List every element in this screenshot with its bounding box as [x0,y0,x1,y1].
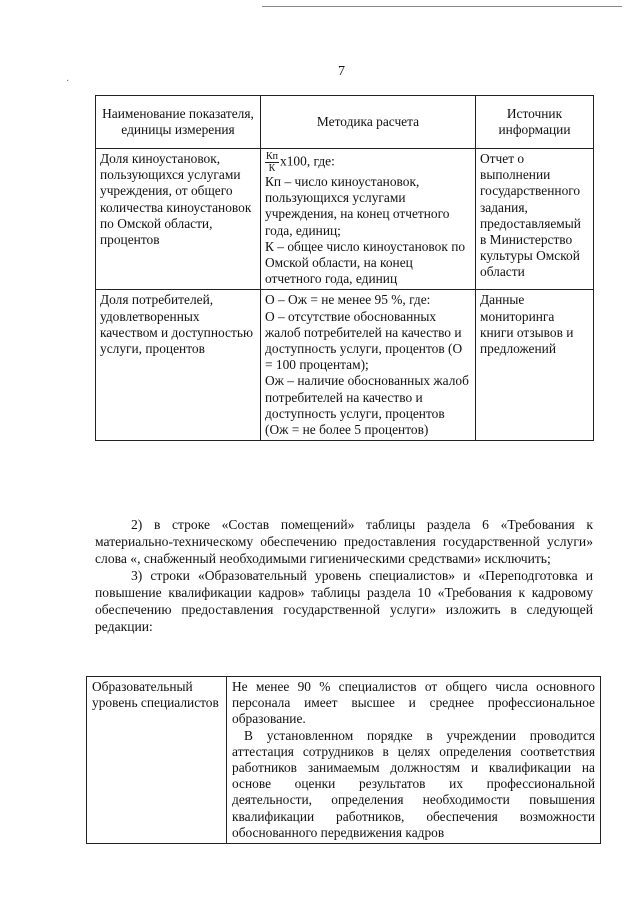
information-source-cell: Данные мониторинга книги отзывов и предложений [476,290,594,441]
scan-top-rule [262,6,622,7]
requirement-paragraph: Не менее 90 % специалистов от общего числа основного персонала имеет высшее и среднее профессиональное образование. [232,679,595,727]
method-line: О – отсутствие обоснованных жалоб потребителей на качество и доступность услуги, процентов (О = 100 процентам); [265,308,463,373]
paragraph: 2) в строке «Состав помещений» таблицы раздела 6 «Требования к материально-техническому обеспечению предоставления государственной услуги» слова «, снабженный необходимыми гигиеническими средствами» исключить; [95,517,593,566]
paragraph: 3) строки «Образовательный уровень специалистов» и «Переподготовка и повышение квалификации кадров» таблицы раздела 10 «Требования к кадровому обеспечению предоставления государственной услуги» изложить в следующей редакции: [95,568,593,634]
method-line: Ож – наличие обоснованных жалоб потребителей на качество и доступность услуги, процентов (Ож = не более 5 процентов) [265,373,469,438]
table-row [96,290,594,441]
header-information-source: Источник информации [476,96,594,149]
scan-speck: · [66,76,70,87]
method-line: Кп – число киноустановок, пользующихся услугами учреждения, на конец отчетного года, единиц; [265,174,450,238]
indicator-name-cell: Доля потребителей, удовлетворенных качеством и доступностью услуги, процентов [96,290,261,441]
page-number: 7 [338,64,345,79]
method-line: О – Ож = не менее 95 %, где: [265,292,431,308]
staffing-table [86,676,601,844]
formula-denominator: К [268,163,276,174]
information-source-cell: Отчет о выполнении государственного задания, предоставляемый в Министерство культуры Омской области [476,149,594,290]
table-row [96,149,594,290]
requirement-name-cell: Образовательный уровень специалистов [87,677,227,844]
indicator-name-cell: Доля киноустановок, пользующихся услугами учреждения, от общего количества киноустановок по Омской области, процентов [96,149,261,290]
formula-tail: х100, где: [280,153,335,169]
header-calculation-method: Методика расчета [261,96,476,149]
table-row [87,677,601,844]
calculation-method-cell [261,290,476,441]
method-line: К – общее число киноустановок по Омской области, на конец отчетного года, единиц [265,238,466,287]
calculation-method-cell [261,149,476,290]
formula-fraction [265,151,279,174]
requirement-paragraph: В установленном порядке в учреждении проводится аттестация сотрудников в целях определения соответствия работников занимаемым должностям и квалификации на основе оценки результатов их профессиональной деятельности, определения необходимости повышения квалификации работников, обеспечения возможности обоснованного передвижения кадров [232,727,595,840]
amendment-text [95,516,593,635]
indicators-table [95,95,594,441]
table-header-row [96,96,594,149]
header-indicator-name: Наименование показателя, единицы измерения [96,96,261,149]
requirement-text-cell [227,677,601,844]
formula-numerator: Кп [266,151,279,162]
